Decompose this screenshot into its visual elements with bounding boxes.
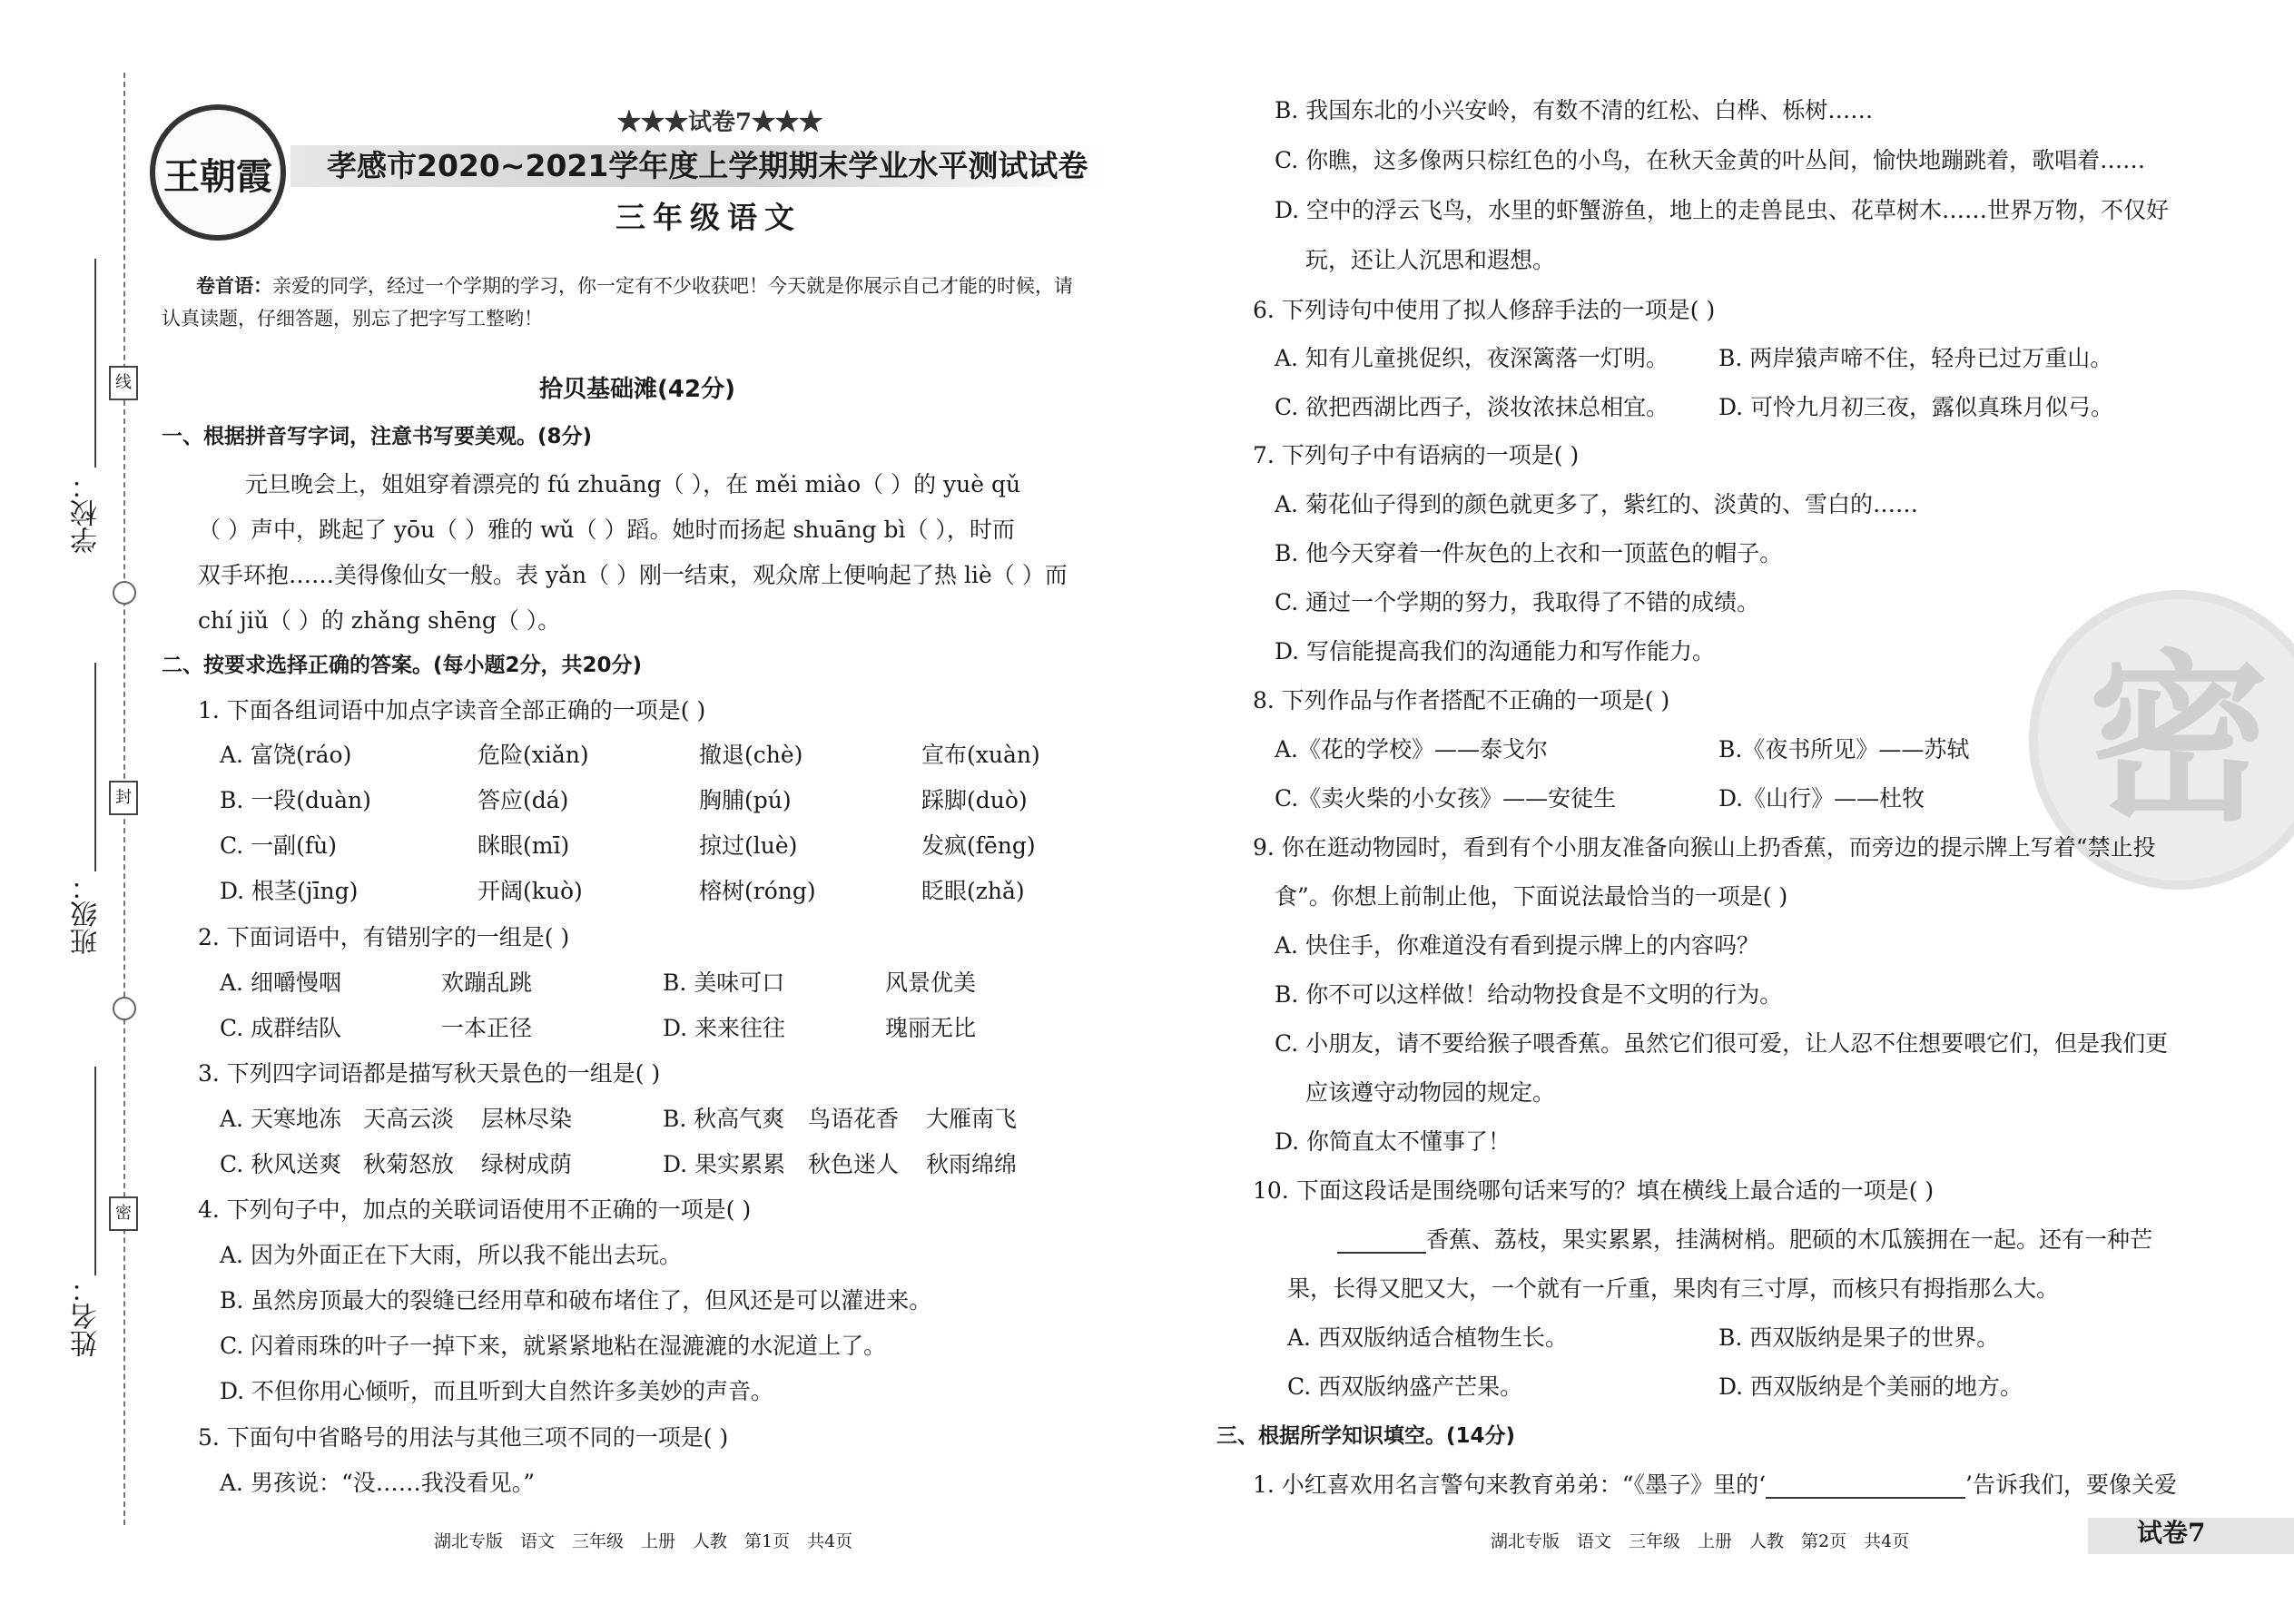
name-write-line: [94, 1067, 96, 1275]
logo-text: 王朝霞: [163, 155, 272, 198]
exam-subtitle: 三年级语文: [615, 200, 802, 235]
school-write-line: [94, 259, 96, 468]
q2-7-stem: 7. 下列句子中有语病的一项是( ): [1253, 442, 1580, 468]
q2-3-opt: 层林尽染: [481, 1106, 573, 1132]
q2-3-opt: 鸟语花香: [808, 1106, 900, 1132]
q2-1-opt: C. 一副(fù): [220, 832, 337, 859]
q2-2-opt: 欢蹦乱跳: [441, 969, 533, 996]
series-label: ★★★试卷7★★★: [617, 109, 823, 136]
q2-5-opt: C. 你瞧，这多像两只棕红色的小鸟，在秋天金黄的叶丛间，愉快地蹦跳着，歌唱着……: [1275, 147, 2146, 173]
q2-2-opt: C. 成群结队: [220, 1015, 342, 1041]
q2-4-opt: B. 虽然房顶最大的裂缝已经用草和破布堵住了，但风还是可以灌进来。: [220, 1287, 932, 1314]
q2-6-opt: D. 可怜九月初三夜，露似真珠月似弓。: [1718, 394, 2114, 420]
q2-1-opt: 胸脯(pú): [699, 787, 792, 813]
q2-2-opt: D. 来来往往: [663, 1015, 786, 1041]
section-heading: 拾贝基础滩(42分): [539, 376, 735, 403]
q2-9-opt-cont: 应该遵守动物园的规定。: [1305, 1079, 1556, 1106]
q2-2-stem: 2. 下面词语中，有错别字的一组是( ): [198, 924, 570, 950]
q2-8-opt: B.《夜书所见》——苏轼: [1718, 736, 1970, 763]
q2-3-opt: 秋雨绵绵: [926, 1151, 1018, 1177]
q2-1-opt: D. 根茎(jīng): [220, 878, 359, 904]
q2-7-opt: C. 通过一个学期的努力，我取得了不错的成绩。: [1275, 589, 1760, 615]
q2-1-opt: 撤退(chè): [699, 742, 803, 768]
q2-9-stem: 9. 你在逛动物园时，看到有个小朋友准备向猴山上扔香蕉，而旁边的提示牌上写着“禁止投: [1253, 834, 2156, 861]
q2-7-opt: B. 他今天穿着一件灰色的上衣和一顶蓝色的帽子。: [1275, 540, 1783, 566]
q2-8-stem: 8. 下列作品与作者搭配不正确的一项是( ): [1253, 687, 1670, 714]
q2-6-opt: B. 两岸猿声啼不住，轻舟已过万重山。: [1718, 345, 2113, 371]
q2-1-opt: 开阔(kuò): [478, 878, 583, 904]
q2-3-stem: 3. 下列四字词语都是描写秋天景色的一组是( ): [198, 1060, 661, 1087]
footer-page-1: 湖北专版 语文 三年级 上册 人教 第1页 共4页: [434, 1531, 853, 1551]
q2-5-opt: B. 我国东北的小兴安岭，有数不清的红松、白桦、栎树……: [1275, 97, 1874, 123]
q3-item-1-end: ’告诉我们，要像关爱: [1965, 1471, 2177, 1498]
q2-1-opt: 宣布(xuàn): [921, 742, 1040, 768]
q2-1-opt: A. 富饶(ráo): [220, 742, 352, 768]
q2-5-opt-cont: 玩，还让人沉思和遐想。: [1305, 247, 1556, 273]
q2-1-stem: 1. 下面各组词语中加点字读音全部正确的一项是( ): [198, 697, 706, 723]
tag-label: 试卷7: [2137, 1518, 2206, 1548]
q2-1-opt: 踩脚(duò): [921, 787, 1028, 813]
q2-9-stem-cont: 食”。你想上前制止他，下面说法最恰当的一项是( ): [1275, 883, 1788, 910]
q2-9-opt: B. 你不可以这样做！给动物投食是不文明的行为。: [1275, 981, 1783, 1008]
q2-1-opt: 掠过(luè): [699, 832, 798, 859]
q3-heading: 三、根据所学知识填空。(14分): [1216, 1424, 1516, 1448]
q2-10-stem: 10. 下面这段话是围绕哪句话来写的？填在横线上最合适的一项是( ): [1253, 1177, 1935, 1204]
q2-5-stem: 5. 下面句中省略号的用法与其他三项不同的一项是( ): [198, 1424, 729, 1451]
q2-8-opt: A.《花的学校》——泰戈尔: [1275, 736, 1549, 763]
seal-char-mi: 密: [109, 1196, 138, 1231]
q2-1-opt: 答应(dá): [478, 787, 569, 813]
fill-blank[interactable]: [1337, 1252, 1426, 1254]
q2-8-opt: D.《山行》——杜牧: [1718, 785, 1925, 812]
exam-title: 孝感市2020~2021学年度上学期期末学业水平测试试卷: [327, 148, 1088, 183]
name-label: 姓名：: [71, 1275, 103, 1357]
q2-3-opt: A. 天寒地冻: [220, 1106, 341, 1132]
q2-3-opt: 秋色迷人: [808, 1151, 900, 1177]
q2-5-opt: D. 空中的浮云飞鸟，水里的虾蟹游鱼，地上的走兽昆虫、花草树木……世界万物，不仅好: [1275, 197, 2170, 223]
q2-10-opt: C. 西双版纳盛产芒果。: [1287, 1373, 1523, 1400]
class-label: 班级：: [71, 873, 103, 955]
q2-1-opt: B. 一段(duàn): [220, 787, 371, 813]
q2-3-opt: 绿树成荫: [481, 1151, 573, 1177]
preface-line-2: 认真读题，仔细答题，别忘了把字写工整哟！: [162, 308, 543, 330]
q1-line-4: chí jiǔ（ ）的 zhǎng shēng（ ）。: [198, 607, 561, 634]
q2-10-opt: A. 西双版纳适合植物生长。: [1287, 1324, 1568, 1351]
q2-9-opt: A. 快住手，你难道没有看到提示牌上的内容吗？: [1275, 932, 1759, 959]
q3-item-1: [1253, 1471, 2177, 1499]
school-label: 学校：: [71, 472, 103, 554]
q1-line-2: （ ）声中，跳起了 yōu（ ）雅的 wǔ（ ）蹈。她时而扬起 shuāng bì（ ），时而: [198, 517, 1015, 543]
class-write-line: [94, 663, 96, 871]
q2-heading: 二、按要求选择正确的答案。(每小题2分，共20分): [162, 654, 643, 677]
q2-10-passage-2: 果，长得又肥又大，一个就有一斤重，果肉有三寸厚，而核只有拇指那么大。: [1287, 1275, 2060, 1302]
q2-1-opt: 危险(xiǎn): [478, 742, 589, 768]
preface-line-1: [196, 272, 1073, 300]
q2-2-opt: 瑰丽无比: [885, 1015, 977, 1041]
q2-3-opt: D. 果实累累: [663, 1151, 786, 1177]
q2-7-opt: A. 菊花仙子得到的颜色就更多了，紫红的、淡黄的、雪白的……: [1275, 491, 1918, 517]
seal-char-xian: 线: [109, 366, 138, 400]
preface-text-1: 亲爱的同学，经过一个学期的学习，你一定有不少收获吧！今天就是你展示自己才能的时候，请: [272, 275, 1073, 297]
q2-1-opt: 眨眼(zhǎ): [921, 878, 1025, 904]
q1-heading: 一、根据拼音写字词，注意书写要美观。(8分): [162, 425, 593, 448]
preface-label: 卷首语：: [196, 274, 272, 297]
q2-4-opt: A. 因为外面正在下大雨，所以我不能出去玩。: [220, 1242, 682, 1268]
q2-3-opt: 秋菊怒放: [363, 1151, 455, 1177]
fill-blank[interactable]: [1766, 1497, 1965, 1499]
q1-line-3: 双手环抱……美得像仙女一般。表 yǎn（ ）刚一结束，观众席上便响起了热 liè（ ）而: [198, 562, 1068, 588]
q2-6-stem: 6. 下列诗句中使用了拟人修辞手法的一项是( ): [1253, 297, 1716, 323]
q2-2-opt: A. 细嚼慢咽: [220, 969, 341, 996]
q1-line-1: 元旦晚会上，姐姐穿着漂亮的 fú zhuāng（ ），在 měi miào（ ）的 yuè qǔ: [245, 471, 1021, 497]
q2-2-opt: 风景优美: [885, 969, 977, 996]
footer-page-2: 湖北专版 语文 三年级 上册 人教 第2页 共4页: [1491, 1531, 1910, 1551]
q2-6-opt: C. 欲把西湖比西子，淡妆浓抹总相宜。: [1275, 394, 1669, 420]
binding-knot-icon: [113, 581, 136, 605]
q2-1-opt: 眯眼(mī): [478, 832, 570, 859]
publisher-logo: [150, 104, 286, 241]
q2-1-opt: 榕树(róng): [699, 878, 816, 904]
q2-3-opt: 大雁南飞: [926, 1106, 1018, 1132]
q2-9-opt: C. 小朋友，请不要给猴子喂香蕉。虽然它们很可爱，让人忍不住想要喂它们，但是我们更: [1275, 1030, 2169, 1057]
q2-9-opt: D. 你简直太不懂事了！: [1275, 1128, 1511, 1155]
q2-1-opt: 发疯(fēng): [921, 832, 1036, 859]
q2-3-opt: C. 秋风送爽: [220, 1151, 342, 1177]
q2-6-opt: A. 知有儿童挑促织，夜深篱落一灯明。: [1275, 345, 1669, 371]
seal-char-feng: 封: [109, 781, 138, 815]
q2-8-opt: C.《卖火柴的小女孩》——安徒生: [1275, 785, 1617, 812]
q2-3-opt: B. 秋高气爽: [663, 1106, 785, 1132]
watermark-stamp: 密: [2029, 590, 2294, 890]
q2-10-passage-text: 香蕉、荔枝，果实累累，挂满树梢。肥硕的木瓜簇拥在一起。还有一种芒: [1426, 1226, 2153, 1253]
q2-4-opt: C. 闪着雨珠的叶子一掉下来，就紧紧地粘在湿漉漉的水泥道上了。: [220, 1333, 887, 1359]
q3-item-1-start: 1. 小红喜欢用名言警句来教育弟弟：“《墨子》里的‘: [1253, 1471, 1767, 1498]
q2-4-stem: 4. 下列句子中，加点的关联词语使用不正确的一项是( ): [198, 1196, 752, 1223]
q2-3-opt: 天高云淡: [363, 1106, 455, 1132]
binding-knot-icon: [113, 997, 136, 1020]
q2-7-opt: D. 写信能提高我们的沟通能力和写作能力。: [1275, 638, 1716, 664]
q2-2-opt: B. 美味可口: [663, 969, 785, 996]
q2-4-opt: D. 不但你用心倾听，而且听到大自然许多美妙的声音。: [220, 1378, 774, 1404]
q2-2-opt: 一本正径: [441, 1015, 533, 1041]
q2-10-opt: B. 西双版纳是果子的世界。: [1718, 1324, 2000, 1351]
q2-10-opt: D. 西双版纳是个美丽的地方。: [1718, 1373, 2023, 1400]
q2-10-passage-1: [1337, 1226, 2152, 1254]
q2-5-opt: A. 男孩说：“没……我没看见。”: [220, 1470, 536, 1496]
